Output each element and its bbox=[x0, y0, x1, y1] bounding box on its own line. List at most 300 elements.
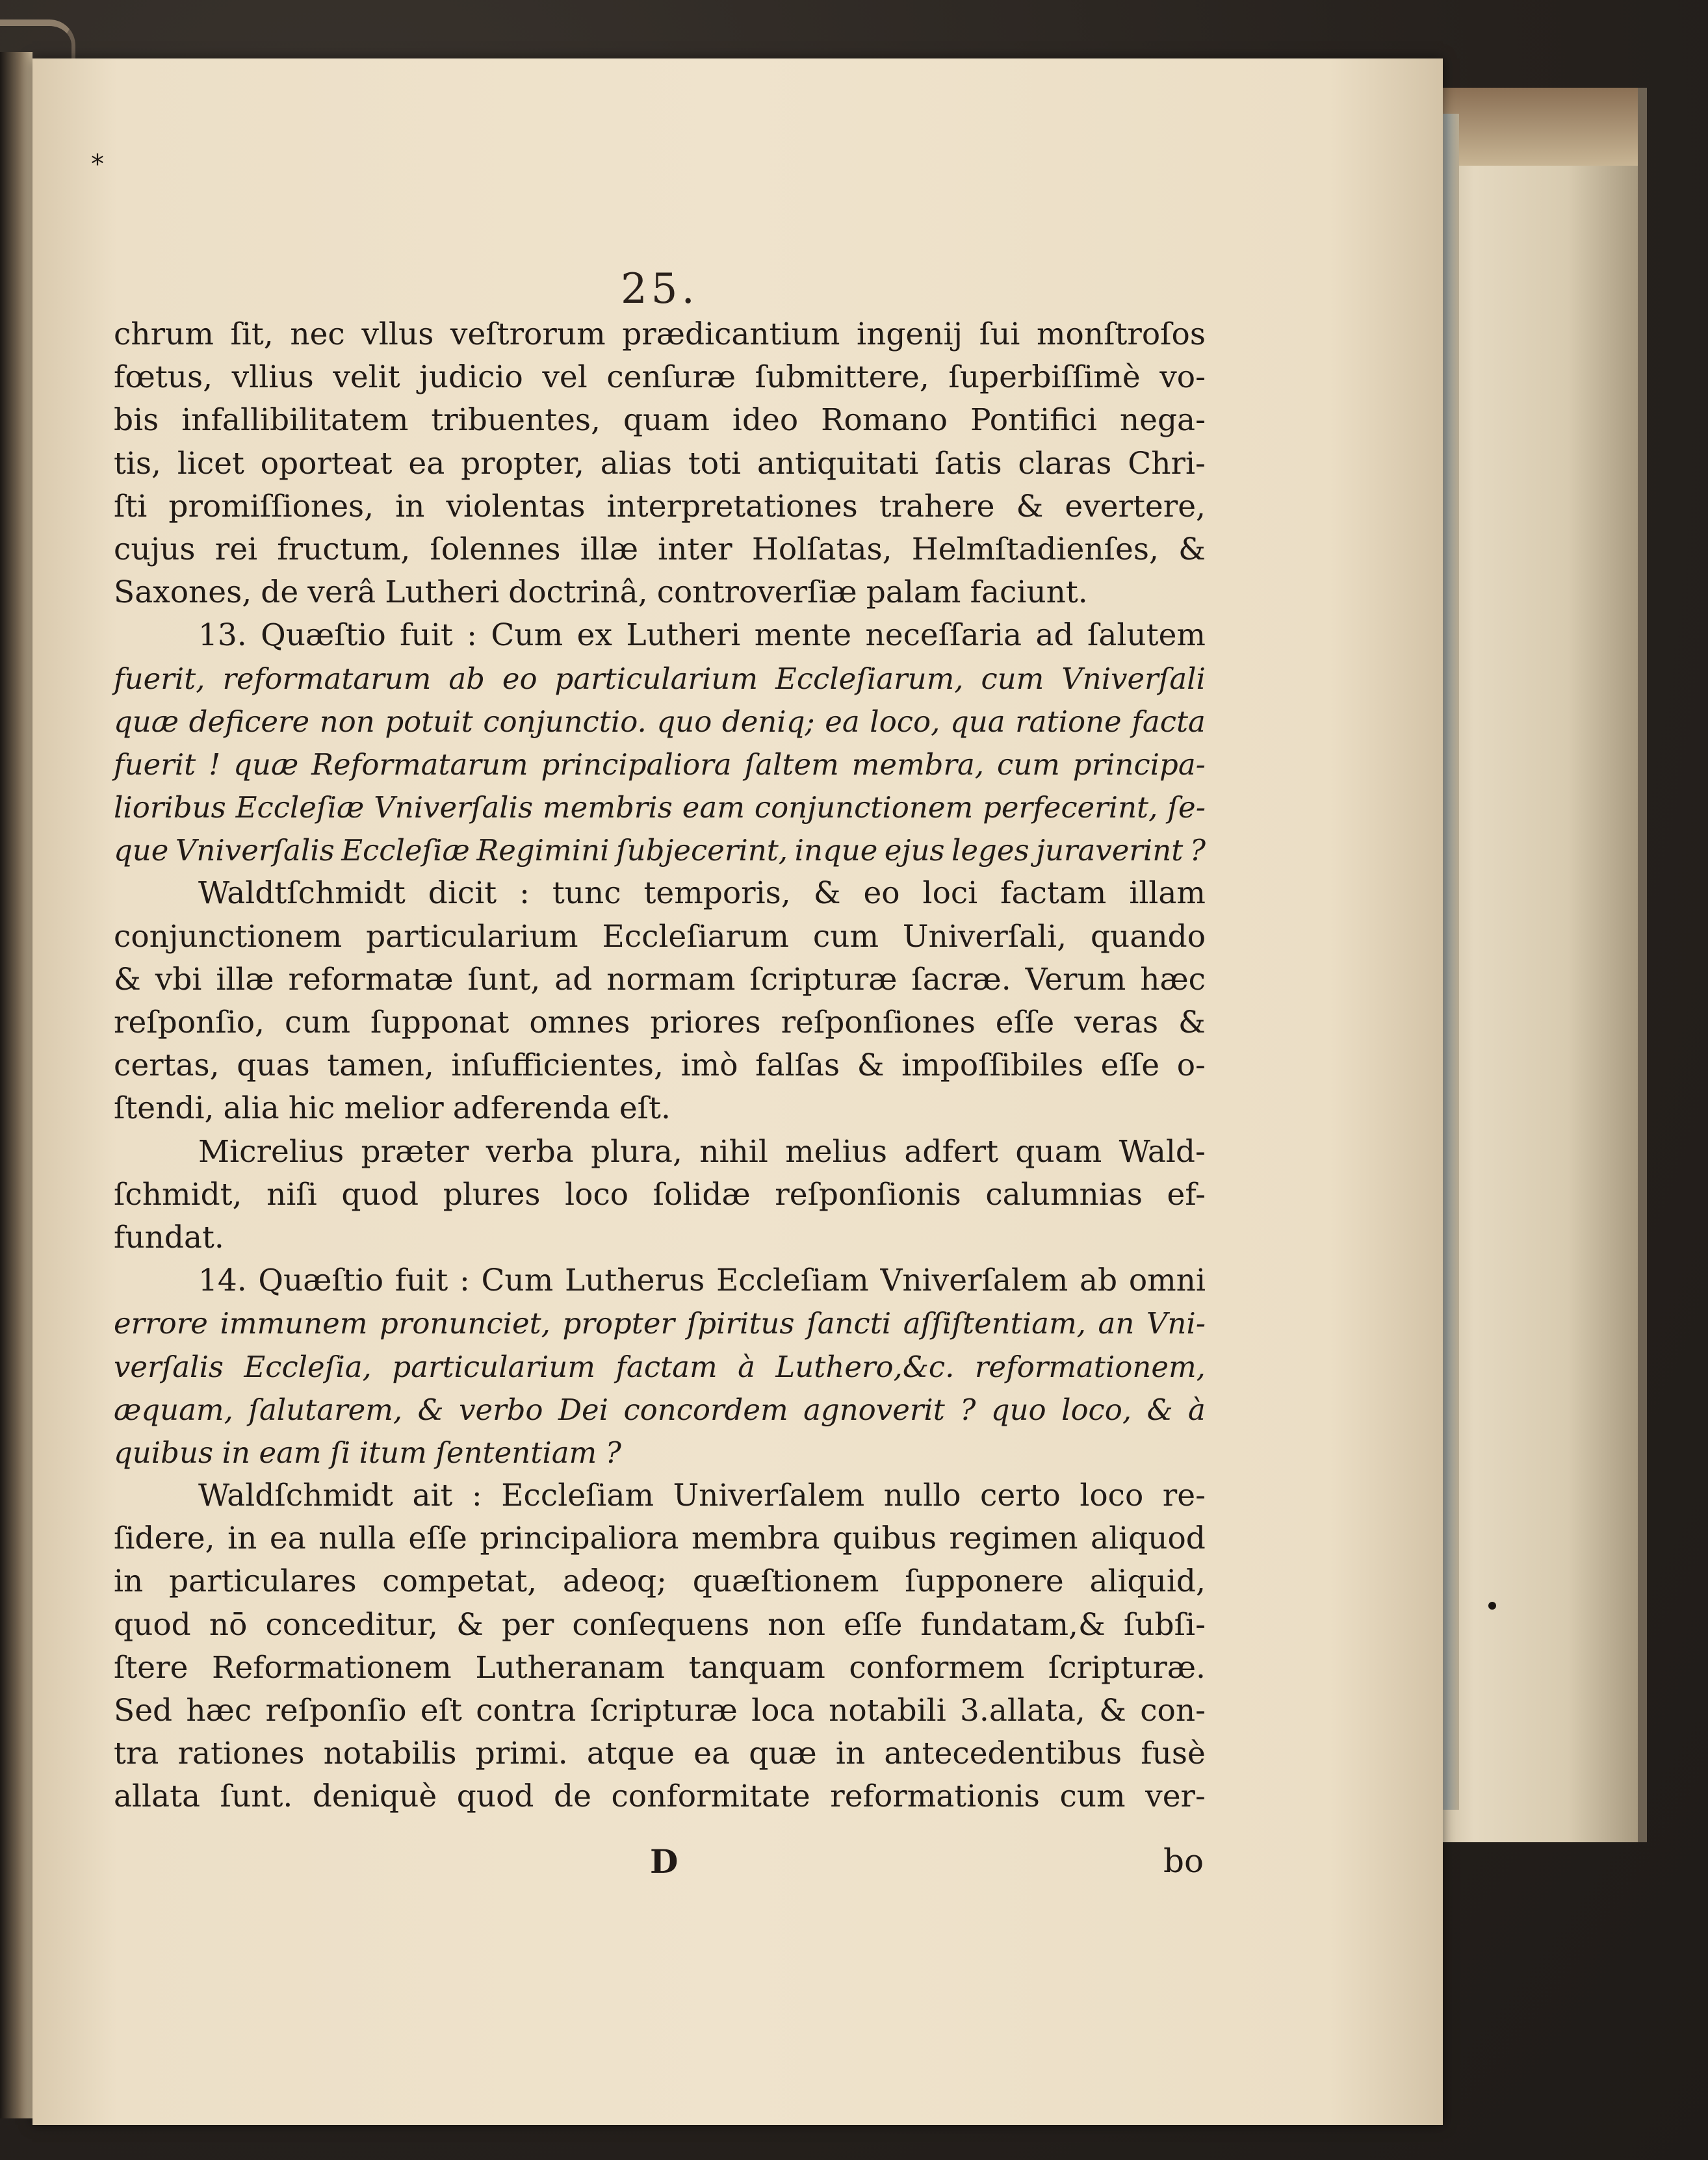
word: Pontifici bbox=[970, 402, 1097, 439]
word: neceſſaria bbox=[865, 617, 1022, 654]
word: toti bbox=[688, 445, 741, 482]
word: eſſe bbox=[1100, 1048, 1160, 1084]
word: con- bbox=[1140, 1693, 1206, 1729]
word: quod bbox=[456, 1779, 534, 1815]
word: velit bbox=[333, 359, 400, 396]
word: 3.allata, bbox=[960, 1693, 1085, 1729]
text-line bbox=[114, 614, 1206, 657]
text-line bbox=[114, 1432, 1206, 1474]
word: ſe- bbox=[1167, 790, 1206, 825]
word: omnes bbox=[529, 1005, 630, 1040]
word: eo bbox=[502, 661, 537, 696]
word: veſtrorum bbox=[450, 316, 606, 352]
word: ejus bbox=[884, 833, 945, 868]
word: aliquod bbox=[1091, 1521, 1206, 1557]
word: Dei bbox=[558, 1392, 609, 1427]
text-line bbox=[114, 313, 1206, 356]
text-line bbox=[114, 958, 1206, 1001]
word: doctrinâ, bbox=[508, 574, 648, 611]
word: particularium bbox=[392, 1349, 595, 1384]
word: : bbox=[459, 1263, 470, 1299]
word: nullo bbox=[883, 1478, 961, 1514]
text-line bbox=[114, 1216, 1206, 1259]
word: quod bbox=[114, 1606, 191, 1643]
word: ſolidæ bbox=[653, 1176, 751, 1213]
word: Wald- bbox=[1119, 1133, 1206, 1170]
word: Helmſtadienſes, bbox=[911, 531, 1159, 567]
word: ef- bbox=[1167, 1176, 1206, 1213]
word: plura, bbox=[591, 1133, 682, 1170]
word: conjunctionem bbox=[754, 790, 974, 825]
word: fuit bbox=[395, 1263, 448, 1299]
word: vbi bbox=[155, 961, 202, 997]
word: ſupponere bbox=[905, 1563, 1064, 1600]
word: Waldtſchmidt bbox=[198, 875, 406, 912]
word: Luthero,&c. bbox=[775, 1349, 955, 1384]
word: reformationem, bbox=[974, 1349, 1206, 1384]
word: cenſuræ bbox=[606, 359, 736, 396]
word: factam bbox=[1000, 875, 1107, 912]
word: an bbox=[1098, 1306, 1135, 1341]
word: ſpiritus bbox=[686, 1306, 795, 1341]
word: Vni- bbox=[1146, 1306, 1206, 1341]
word: Lutheranam bbox=[475, 1649, 666, 1686]
word: quam bbox=[1015, 1133, 1102, 1170]
word: loco bbox=[1080, 1478, 1144, 1514]
word: tribuentes, bbox=[431, 402, 601, 439]
word: mente bbox=[754, 617, 852, 654]
word: notabili bbox=[829, 1693, 946, 1729]
word: cum bbox=[981, 661, 1044, 696]
word: membris bbox=[543, 790, 673, 825]
word: particularium bbox=[554, 661, 758, 696]
word: faciunt. bbox=[970, 574, 1088, 611]
word: falſas bbox=[755, 1048, 840, 1084]
text-line bbox=[114, 658, 1206, 701]
word: Regimini bbox=[476, 833, 610, 868]
word: æquam, bbox=[114, 1392, 233, 1427]
word: ſubmittere, bbox=[755, 359, 929, 396]
text-line bbox=[114, 1647, 1206, 1690]
word: ſunt, bbox=[467, 961, 541, 997]
word: 14. bbox=[198, 1263, 247, 1299]
word: quæ bbox=[114, 704, 179, 739]
word: adeoq; bbox=[562, 1563, 667, 1600]
word: adfert bbox=[904, 1133, 999, 1170]
word: eſſe bbox=[408, 1521, 467, 1557]
word: oporteat bbox=[260, 445, 393, 482]
word: : bbox=[519, 875, 530, 912]
word: Micrelius bbox=[198, 1133, 344, 1170]
word: nec bbox=[290, 316, 345, 352]
word: ſi bbox=[330, 1435, 351, 1470]
word: Quæſtio bbox=[261, 617, 386, 654]
catchword: bo bbox=[1163, 1842, 1204, 1880]
word: reformatarum bbox=[222, 661, 432, 696]
word: monſtroſos bbox=[1036, 316, 1206, 352]
word: quo bbox=[990, 1392, 1046, 1427]
word: alias bbox=[600, 445, 673, 482]
word: calumnias bbox=[985, 1176, 1143, 1213]
word: ſuperbiſſimè bbox=[948, 359, 1141, 396]
word: conformem bbox=[849, 1649, 1025, 1686]
word: conſequens bbox=[572, 1606, 750, 1643]
word: ſententiam bbox=[435, 1435, 597, 1470]
text-line bbox=[114, 1087, 1206, 1130]
word: omni bbox=[1128, 1263, 1206, 1299]
word: fuerit, bbox=[114, 661, 205, 696]
word: certas, bbox=[114, 1048, 220, 1084]
word: conjunctio. bbox=[483, 704, 647, 739]
word: hæc bbox=[1140, 961, 1206, 997]
word: Romano bbox=[821, 402, 948, 439]
word: melius bbox=[785, 1133, 888, 1170]
word: loco, bbox=[1061, 1392, 1132, 1427]
word: in bbox=[835, 1736, 866, 1772]
word: reformatæ bbox=[288, 961, 454, 997]
word: ingenij bbox=[857, 316, 963, 352]
word: Reformationem bbox=[211, 1649, 452, 1686]
word: factam bbox=[615, 1349, 718, 1384]
word: errore bbox=[114, 1306, 208, 1341]
word: ad bbox=[554, 961, 593, 997]
word: prædicantium bbox=[622, 316, 840, 352]
text-line bbox=[114, 528, 1206, 571]
word: propter, bbox=[461, 445, 584, 482]
word: ab bbox=[448, 661, 485, 696]
word: priores bbox=[650, 1005, 761, 1040]
word: ea bbox=[825, 704, 860, 739]
word: facta bbox=[1132, 704, 1206, 739]
word: principaliora bbox=[541, 747, 732, 782]
word: dicit bbox=[428, 875, 497, 912]
word: Waldſchmidt bbox=[198, 1478, 393, 1514]
word: illæ bbox=[216, 961, 274, 997]
word: ſubſi- bbox=[1123, 1606, 1206, 1643]
word: & bbox=[417, 1392, 444, 1427]
word: principa- bbox=[1072, 747, 1206, 782]
word: nega- bbox=[1119, 402, 1206, 439]
word: non bbox=[319, 704, 375, 739]
word: hæc bbox=[186, 1693, 252, 1729]
word: ! bbox=[209, 747, 221, 782]
ink-spot bbox=[1488, 1602, 1496, 1610]
word: quam bbox=[623, 402, 710, 439]
word: cum bbox=[812, 918, 879, 955]
word: Vniverſalis bbox=[374, 790, 534, 825]
word: bis bbox=[114, 402, 159, 439]
word: impoſſibiles bbox=[901, 1048, 1084, 1084]
word: præter bbox=[361, 1133, 469, 1170]
word: quas bbox=[237, 1048, 310, 1084]
word: ſupponat bbox=[370, 1005, 510, 1040]
word: verâ bbox=[307, 574, 376, 611]
word: judicio bbox=[419, 359, 523, 396]
word: & bbox=[857, 1048, 885, 1084]
word: palam bbox=[866, 574, 961, 611]
word: tra bbox=[114, 1736, 159, 1772]
word: chrum bbox=[114, 316, 214, 352]
word: nō bbox=[209, 1606, 248, 1643]
word: certo bbox=[980, 1478, 1061, 1514]
text-line bbox=[114, 872, 1206, 915]
word: interpretationes bbox=[606, 488, 858, 524]
word: reſponſionis bbox=[775, 1176, 961, 1213]
word: loca bbox=[751, 1693, 815, 1729]
text-line bbox=[114, 916, 1206, 958]
word: niſi bbox=[266, 1176, 317, 1213]
word: leges bbox=[951, 833, 1029, 868]
word: de bbox=[261, 574, 299, 611]
word: particularium bbox=[366, 918, 578, 955]
word: deficere bbox=[188, 704, 310, 739]
word: normam bbox=[606, 961, 736, 997]
word: eſt. bbox=[619, 1090, 671, 1127]
word: ſaltem bbox=[744, 747, 839, 782]
word: ſacræ. bbox=[911, 961, 1011, 997]
word: qua bbox=[950, 704, 1005, 739]
word: illam bbox=[1129, 875, 1206, 912]
word: Quæſtio bbox=[258, 1263, 384, 1299]
word: allata bbox=[114, 1779, 201, 1815]
word: Cum bbox=[481, 1263, 554, 1299]
word: verſalis bbox=[114, 1349, 224, 1384]
word: in bbox=[222, 1435, 250, 1470]
word: aſſiſtentiam, bbox=[903, 1306, 1086, 1341]
word: deniquè bbox=[312, 1779, 437, 1815]
word: melior bbox=[344, 1090, 444, 1127]
word: ſcripturæ bbox=[749, 961, 898, 997]
word: ea bbox=[408, 445, 445, 482]
word: competat, bbox=[382, 1563, 537, 1600]
word: quæ bbox=[233, 747, 299, 782]
word: verba bbox=[485, 1133, 574, 1170]
word: quæ bbox=[749, 1736, 817, 1772]
word: propter bbox=[562, 1306, 675, 1341]
word: & bbox=[456, 1606, 484, 1643]
word: Cum bbox=[491, 617, 563, 654]
text-line bbox=[114, 786, 1206, 829]
word: Reformatarum bbox=[311, 747, 528, 782]
text-line bbox=[114, 1001, 1206, 1044]
word: nulla bbox=[318, 1521, 396, 1557]
word: primi. bbox=[475, 1736, 568, 1772]
text-line bbox=[114, 1131, 1206, 1174]
word: Eccleſiam bbox=[501, 1478, 654, 1514]
word: inque bbox=[794, 833, 878, 868]
word: & bbox=[114, 961, 141, 997]
page-number: 25. bbox=[621, 265, 699, 313]
word: eſſe bbox=[995, 1005, 1055, 1040]
word: perfecerint, bbox=[983, 790, 1158, 825]
word: contra bbox=[476, 1693, 576, 1729]
word: adferenda bbox=[452, 1090, 610, 1127]
word: Eccleſia, bbox=[244, 1349, 372, 1384]
text-line bbox=[114, 1604, 1206, 1647]
word: ideo bbox=[732, 402, 799, 439]
text-line bbox=[114, 1174, 1206, 1216]
word: ver- bbox=[1145, 1779, 1206, 1815]
text-line bbox=[114, 485, 1206, 528]
word: agnoverit bbox=[803, 1392, 945, 1427]
word: Lutheri bbox=[626, 617, 741, 654]
word: eam bbox=[259, 1435, 322, 1470]
word: veras bbox=[1074, 1005, 1159, 1040]
word: cum bbox=[997, 747, 1060, 782]
word: eſt bbox=[420, 1693, 462, 1729]
word: reſponſio, bbox=[114, 1005, 265, 1040]
text-line bbox=[114, 1259, 1206, 1302]
text-line bbox=[114, 1474, 1206, 1517]
word: 13. bbox=[198, 617, 247, 654]
word: ad bbox=[1035, 617, 1074, 654]
word: ſui bbox=[979, 316, 1020, 352]
word: loco bbox=[565, 1176, 629, 1213]
word: reſponſiones bbox=[781, 1005, 976, 1040]
word: controverſiæ bbox=[656, 574, 857, 611]
word: Eccleſiæ bbox=[235, 790, 365, 825]
word: in bbox=[227, 1521, 257, 1557]
word: notabilis bbox=[323, 1736, 457, 1772]
word: ſunt. bbox=[220, 1779, 293, 1815]
book-spine bbox=[0, 52, 32, 2118]
word: & bbox=[813, 875, 841, 912]
word: fuerit bbox=[114, 747, 196, 782]
word: ſchmidt, bbox=[114, 1176, 242, 1213]
word: & bbox=[1178, 531, 1206, 567]
page-text bbox=[114, 313, 1206, 1819]
word: ſcripturæ bbox=[589, 1693, 738, 1729]
signature-mark: D bbox=[650, 1842, 679, 1881]
word: conceditur, bbox=[265, 1606, 438, 1643]
word: fœtus, bbox=[114, 359, 213, 396]
word: conformitate bbox=[611, 1779, 810, 1815]
word: Eccleſiam bbox=[716, 1263, 869, 1299]
word: licet bbox=[177, 445, 244, 482]
word: ſti bbox=[114, 488, 148, 524]
text-line bbox=[114, 1044, 1206, 1087]
word: plures bbox=[443, 1176, 541, 1213]
word: potuit bbox=[385, 704, 473, 739]
word: conjunctionem bbox=[114, 918, 343, 955]
word: Holſatas, bbox=[751, 531, 892, 567]
word: à bbox=[1188, 1392, 1206, 1427]
text-line bbox=[114, 443, 1206, 485]
word: fructum, bbox=[277, 531, 411, 567]
text-line bbox=[114, 356, 1206, 399]
word: quibus bbox=[114, 1435, 214, 1470]
text-line bbox=[114, 571, 1206, 614]
text-line bbox=[114, 1775, 1206, 1818]
word: quando bbox=[1090, 918, 1206, 955]
word: ſolennes bbox=[430, 531, 561, 567]
word: per bbox=[501, 1606, 554, 1643]
word: tis, bbox=[114, 445, 161, 482]
word: in bbox=[114, 1563, 144, 1600]
margin-mark: * bbox=[91, 149, 104, 179]
word: que bbox=[114, 833, 169, 868]
word: cujus bbox=[114, 531, 196, 567]
word: fundat. bbox=[114, 1219, 224, 1255]
word: Lutherus bbox=[564, 1263, 705, 1299]
text-line bbox=[114, 1690, 1206, 1732]
word: loco, bbox=[870, 704, 940, 739]
text-line bbox=[114, 1389, 1206, 1432]
word: : bbox=[467, 617, 477, 654]
word: ſancti bbox=[807, 1306, 892, 1341]
word: antecedentibus bbox=[884, 1736, 1122, 1772]
word: Eccleſiæ bbox=[341, 833, 470, 868]
word: & bbox=[1178, 1005, 1206, 1040]
word: Vniverſalem bbox=[880, 1263, 1068, 1299]
word: membra bbox=[692, 1521, 820, 1557]
word: regimen bbox=[949, 1521, 1078, 1557]
word: membra, bbox=[851, 747, 985, 782]
word: ſatis bbox=[935, 445, 1002, 482]
word: lioribus bbox=[114, 790, 226, 825]
word: pronunciet, bbox=[380, 1306, 550, 1341]
word: eo bbox=[863, 875, 900, 912]
word: ? bbox=[1189, 833, 1206, 868]
word: rei bbox=[214, 531, 258, 567]
word: reſponſio bbox=[265, 1693, 407, 1729]
word: quod bbox=[341, 1176, 419, 1213]
word: evertere, bbox=[1065, 488, 1206, 524]
text-line bbox=[114, 829, 1206, 872]
word: Univerſalem bbox=[673, 1478, 865, 1514]
word: illæ bbox=[580, 531, 638, 567]
word: rationes bbox=[177, 1736, 305, 1772]
word: vllus bbox=[361, 316, 434, 352]
word: ? bbox=[605, 1435, 621, 1470]
word: quo bbox=[656, 704, 712, 739]
word: deniq; bbox=[721, 704, 815, 739]
word: promiſſiones, bbox=[168, 488, 374, 524]
word: Saxones, bbox=[114, 574, 252, 611]
word: tamen, bbox=[327, 1048, 434, 1084]
word: ſtere bbox=[114, 1649, 188, 1686]
word: & bbox=[1146, 1392, 1173, 1427]
word: ſalutem bbox=[1087, 617, 1206, 654]
word: tunc bbox=[552, 875, 621, 912]
word: principaliora bbox=[480, 1521, 679, 1557]
word: loci bbox=[922, 875, 978, 912]
word: cum bbox=[284, 1005, 351, 1040]
word: ea bbox=[693, 1736, 731, 1772]
word: trahere bbox=[879, 488, 995, 524]
word: Vniverſalis bbox=[175, 833, 335, 868]
word: ſit, bbox=[230, 316, 274, 352]
text-line bbox=[114, 1517, 1206, 1560]
word: de bbox=[554, 1779, 591, 1815]
word: quibus bbox=[833, 1521, 937, 1557]
word: concordem bbox=[623, 1392, 788, 1427]
word: alia bbox=[223, 1090, 279, 1127]
word: Sed bbox=[114, 1693, 173, 1729]
word: ratione bbox=[1015, 704, 1122, 739]
text-line bbox=[114, 1560, 1206, 1603]
word: ex bbox=[576, 617, 612, 654]
word: Verum bbox=[1025, 961, 1126, 997]
word: ea bbox=[269, 1521, 306, 1557]
text-line bbox=[114, 1346, 1206, 1389]
word: eam bbox=[682, 790, 745, 825]
word: re- bbox=[1162, 1478, 1206, 1514]
word: ſidere, bbox=[114, 1521, 215, 1557]
word: fundatam,& bbox=[920, 1606, 1106, 1643]
word: nihil bbox=[699, 1133, 768, 1170]
word: vllius bbox=[231, 359, 314, 396]
